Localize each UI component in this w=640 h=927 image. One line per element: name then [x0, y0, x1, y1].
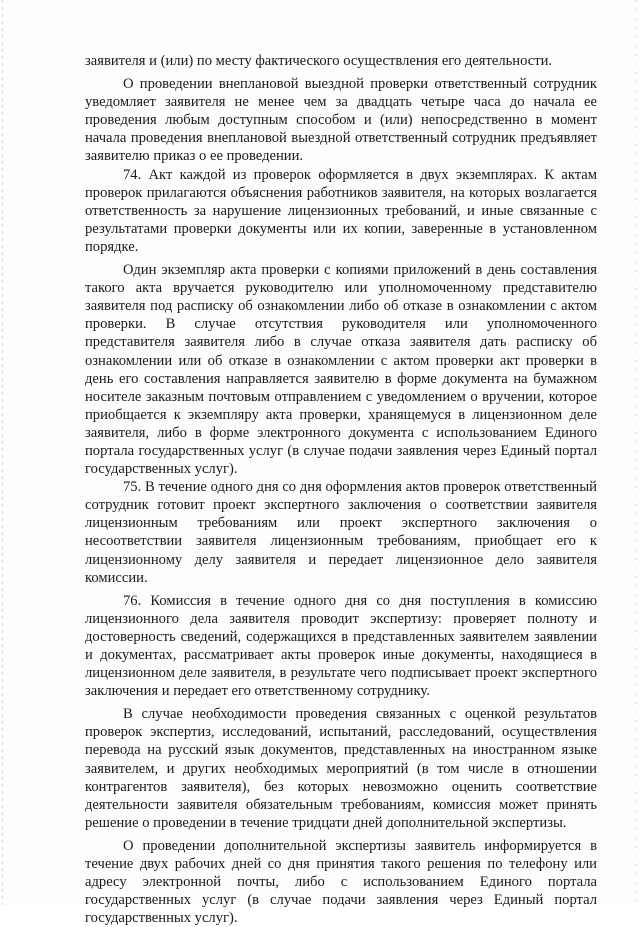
document-body	[85, 52, 597, 927]
paragraph-76: 76. Комиссия в течение одного дня со дня поступления в комиссию лицензионного дела заявителя проводит экспертизу: проверяет полноту и достоверность сведений, содержащихся в представленных заявителем заявлении и документах, рассматривает акты проверок иные документы, находящиеся в лицензионном деле заявителя, в результате чего подписывает проект экспертного заключения и передает его ответственному сотруднику.	[85, 592, 597, 700]
scan-edge-right	[636, 0, 637, 905]
paragraph-continuation: заявителя и (или) по месту фактического осуществления его деятельности.	[85, 53, 553, 69]
paragraph-75: 75. В течение одного дня со дня оформления актов проверок ответственный сотрудник готовит проект экспертного заключения о соответствии заявителя лицензионным требованиям или проект экспертного заключения о несоответствии заявителя лицензионным требованиям, приобщает его к лицензионному делу заявителя и передает лицензионное дело заявителя комиссии.	[85, 479, 597, 586]
paragraph-expertise-notice: О проведении дополнительной экспертизы заявитель информируется в течение двух рабочих дней со дня принятия такого решения по телефону или адресу электронной почты, либо с использованием Единого портала государственных услуг (в случае подачи заявления через Единый портал государственных услуг).	[85, 837, 597, 927]
paragraph-act-copy: Один экземпляр акта проверки с копиями приложений в день составления такого акта вручается руководителю или уполномоченному представителю заявителя под расписку об ознакомлении либо об отказе в ознакомлении с актом проверки. В случае отсутствия руководителя или уполномоченного представителя заявителя либо в случае отказа заявителя дать расписку об ознакомлении или об отказе в ознакомлении с актом проверки акт проверки в день его составления направляется заявителю в форме документа на бумажном носителе заказным почтовым отправлением с уведомлением о вручении, которое приобщается к экземпляру акта проверки, хранящемуся в лицензионном деле заявителя, либо в форме электронного документа с использованием Единого портала государственных услуг (в случае подачи заявления через Единый портал государственных услуг).	[85, 262, 597, 478]
paragraph-inspection-notice: О проведении внеплановой выездной проверки ответственный сотрудник уведомляет заявителя не менее чем за двадцать четыре часа до начала ее проведения любым доступным способом и (или) непосредственно в момент начала проведения внеплановой выездной ответственный сотрудник предъявляет заявителю приказ о ее проведении.	[85, 76, 597, 165]
paragraph-74: 74. Акт каждой из проверок оформляется в двух экземплярах. К актам проверок прилагаются объяснения работников заявителя, на которых возлагается ответственность за нарушение лицензионных требований, и иные связанные с результатами проверки документы или их копии, заверенные в установленном порядке.	[85, 166, 597, 255]
paragraph-additional-expertise: В случае необходимости проведения связанных с оценкой результатов проверок экспертиз, исследований, испытаний, расследований, осуществления перевода на русский язык документов, представленных на иностранном языке заявителем, и других необходимых мероприятий (в том числе в отношении контрагентов заявителя), без которых невозможно оценить соответствие деятельности заявителя обязательным требованиям, комиссия может принять решение о проведении в течение тридцати дней дополнительной экспертизы.	[85, 706, 597, 831]
scan-edge-left	[2, 0, 3, 905]
